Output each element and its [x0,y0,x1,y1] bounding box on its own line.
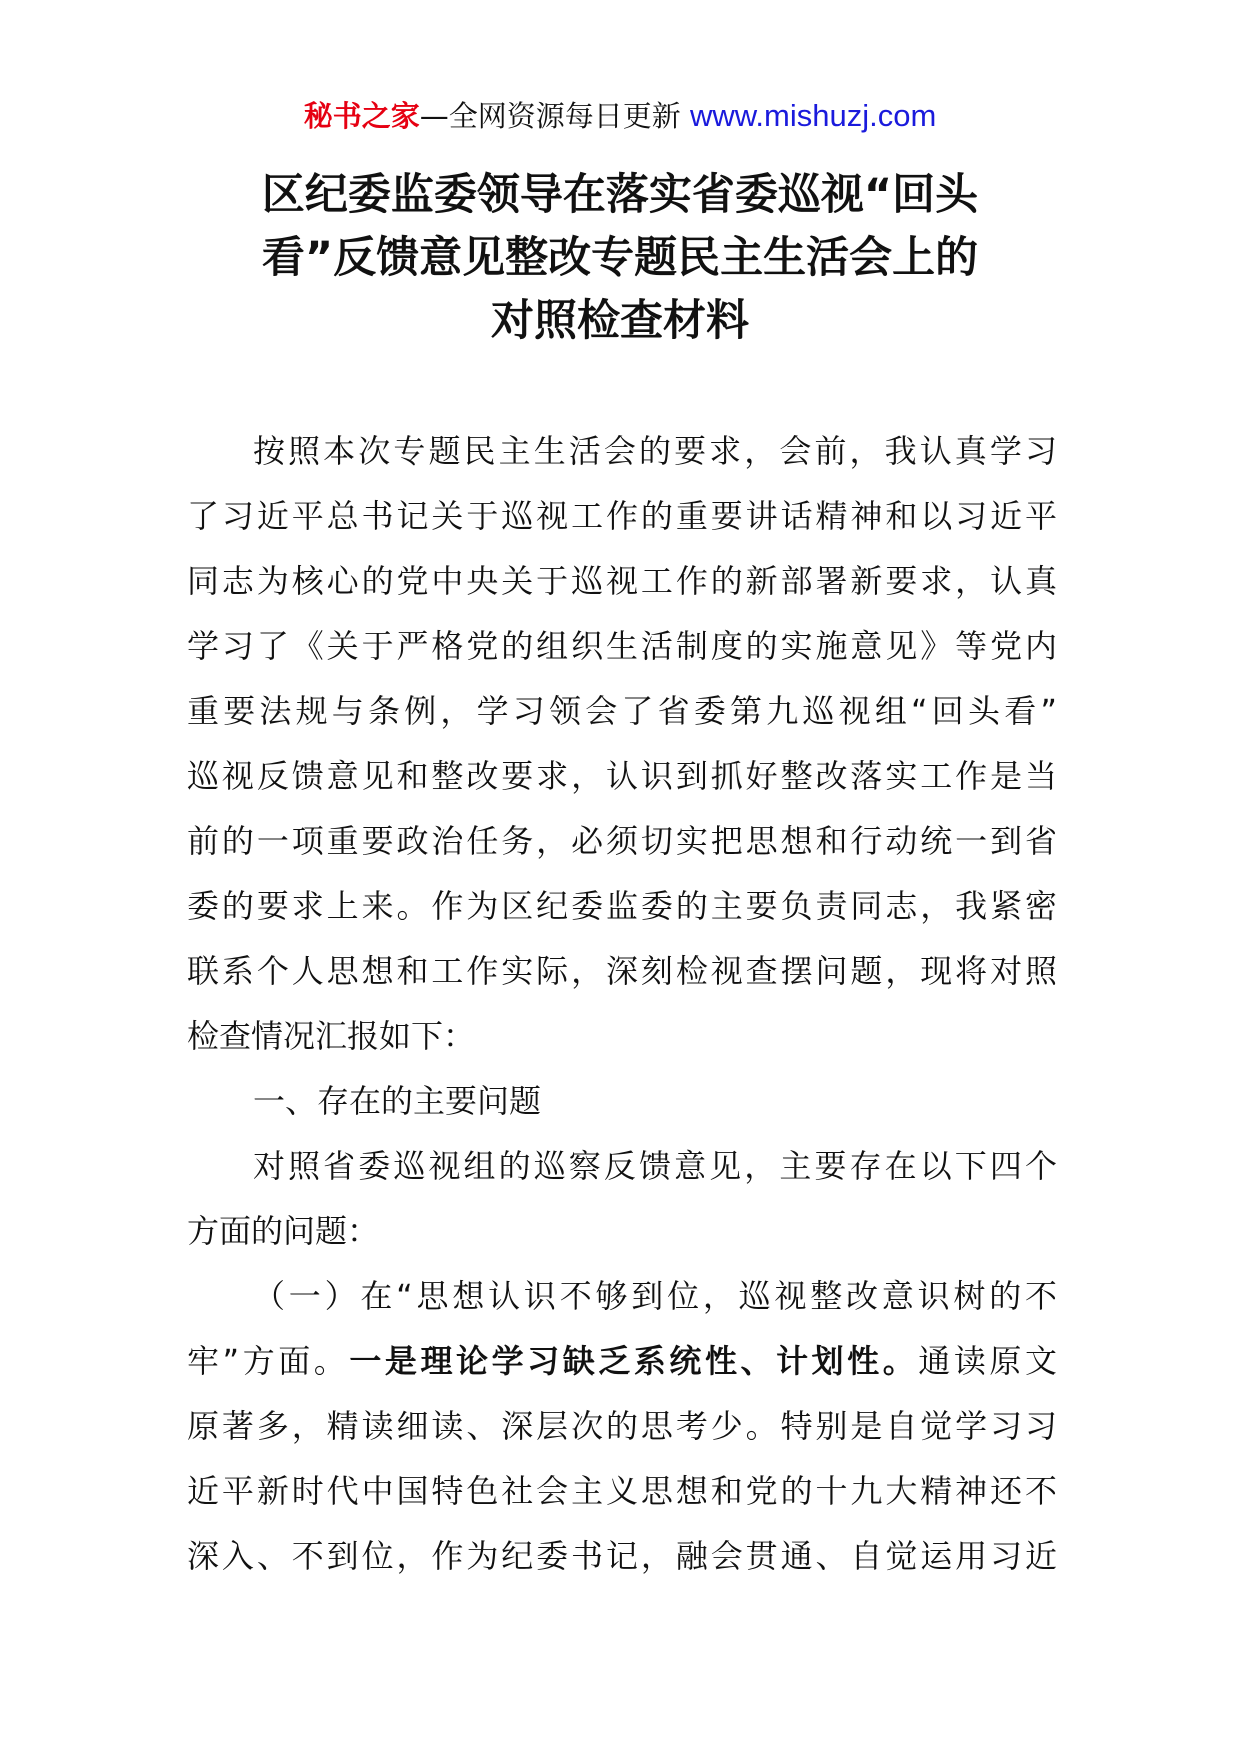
paragraph-line: 对照省委巡视组的巡察反馈意见，主要存在以下四个 [253,1147,1057,1185]
header-tagline: —全网资源每日更新 [419,99,690,133]
paragraph-line: 深入、不到位，作为纪委书记，融会贯通、自觉运用习近 [187,1537,1057,1575]
paragraph-line: 方面的问题： [187,1212,380,1250]
paragraph-line: （一）在“思想认识不够到位，巡视整改意识树的不 [253,1277,1057,1315]
document-title [0,164,1240,353]
paragraph-line: 按照本次专题民主生活会的要求，会前，我认真学习 [253,432,1057,470]
paragraph-line: 巡视反馈意见和整改要求，认识到抓好整改落实工作是当 [187,757,1057,795]
document-body [187,419,1057,1589]
paragraph-line: 检查情况汇报如下： [187,1017,476,1055]
paragraph-line: 联系个人思想和工作实际，深刻检视查摆问题，现将对照 [187,952,1057,990]
title-line: 对照检查材料 [491,296,749,346]
title-line: 区纪委监委领导在落实省委巡视“回头 [261,170,979,220]
paragraph-line: 学习了《关于严格党的组织生活制度的实施意见》等党内 [187,627,1057,665]
site-link[interactable]: www.mishuzj.com [689,98,937,133]
site-header [0,96,1240,136]
paragraph-line: 了习近平总书记关于巡视工作的重要讲话精神和以习近平 [187,497,1057,535]
paragraph-line: 委的要求上来。作为区纪委监委的主要负责同志，我紧密 [187,887,1057,925]
title-line: 看”反馈意见整改专题民主生活会上的 [261,233,979,283]
paragraph-line: 重要法规与条例，学习领会了省委第九巡视组“回头看” [187,692,1057,730]
paragraph-line [187,1329,1057,1394]
text-run: 通读原文 [918,1342,1057,1380]
text-run: 牢”方面。 [187,1342,350,1380]
paragraph-line: 近平新时代中国特色社会主义思想和党的十九大精神还不 [187,1472,1057,1510]
brand-name: 秘书之家 [303,99,420,133]
paragraph-line: 原著多，精读细读、深层次的思考少。特别是自觉学习习 [187,1407,1057,1445]
section-heading: 一、存在的主要问题 [253,1082,542,1120]
bold-point: 一是理论学习缺乏系统性、计划性。 [349,1342,919,1380]
paragraph-line: 前的一项重要政治任务，必须切实把思想和行动统一到省 [187,822,1057,860]
paragraph-line: 同志为核心的党中央关于巡视工作的新部署新要求，认真 [187,562,1057,600]
